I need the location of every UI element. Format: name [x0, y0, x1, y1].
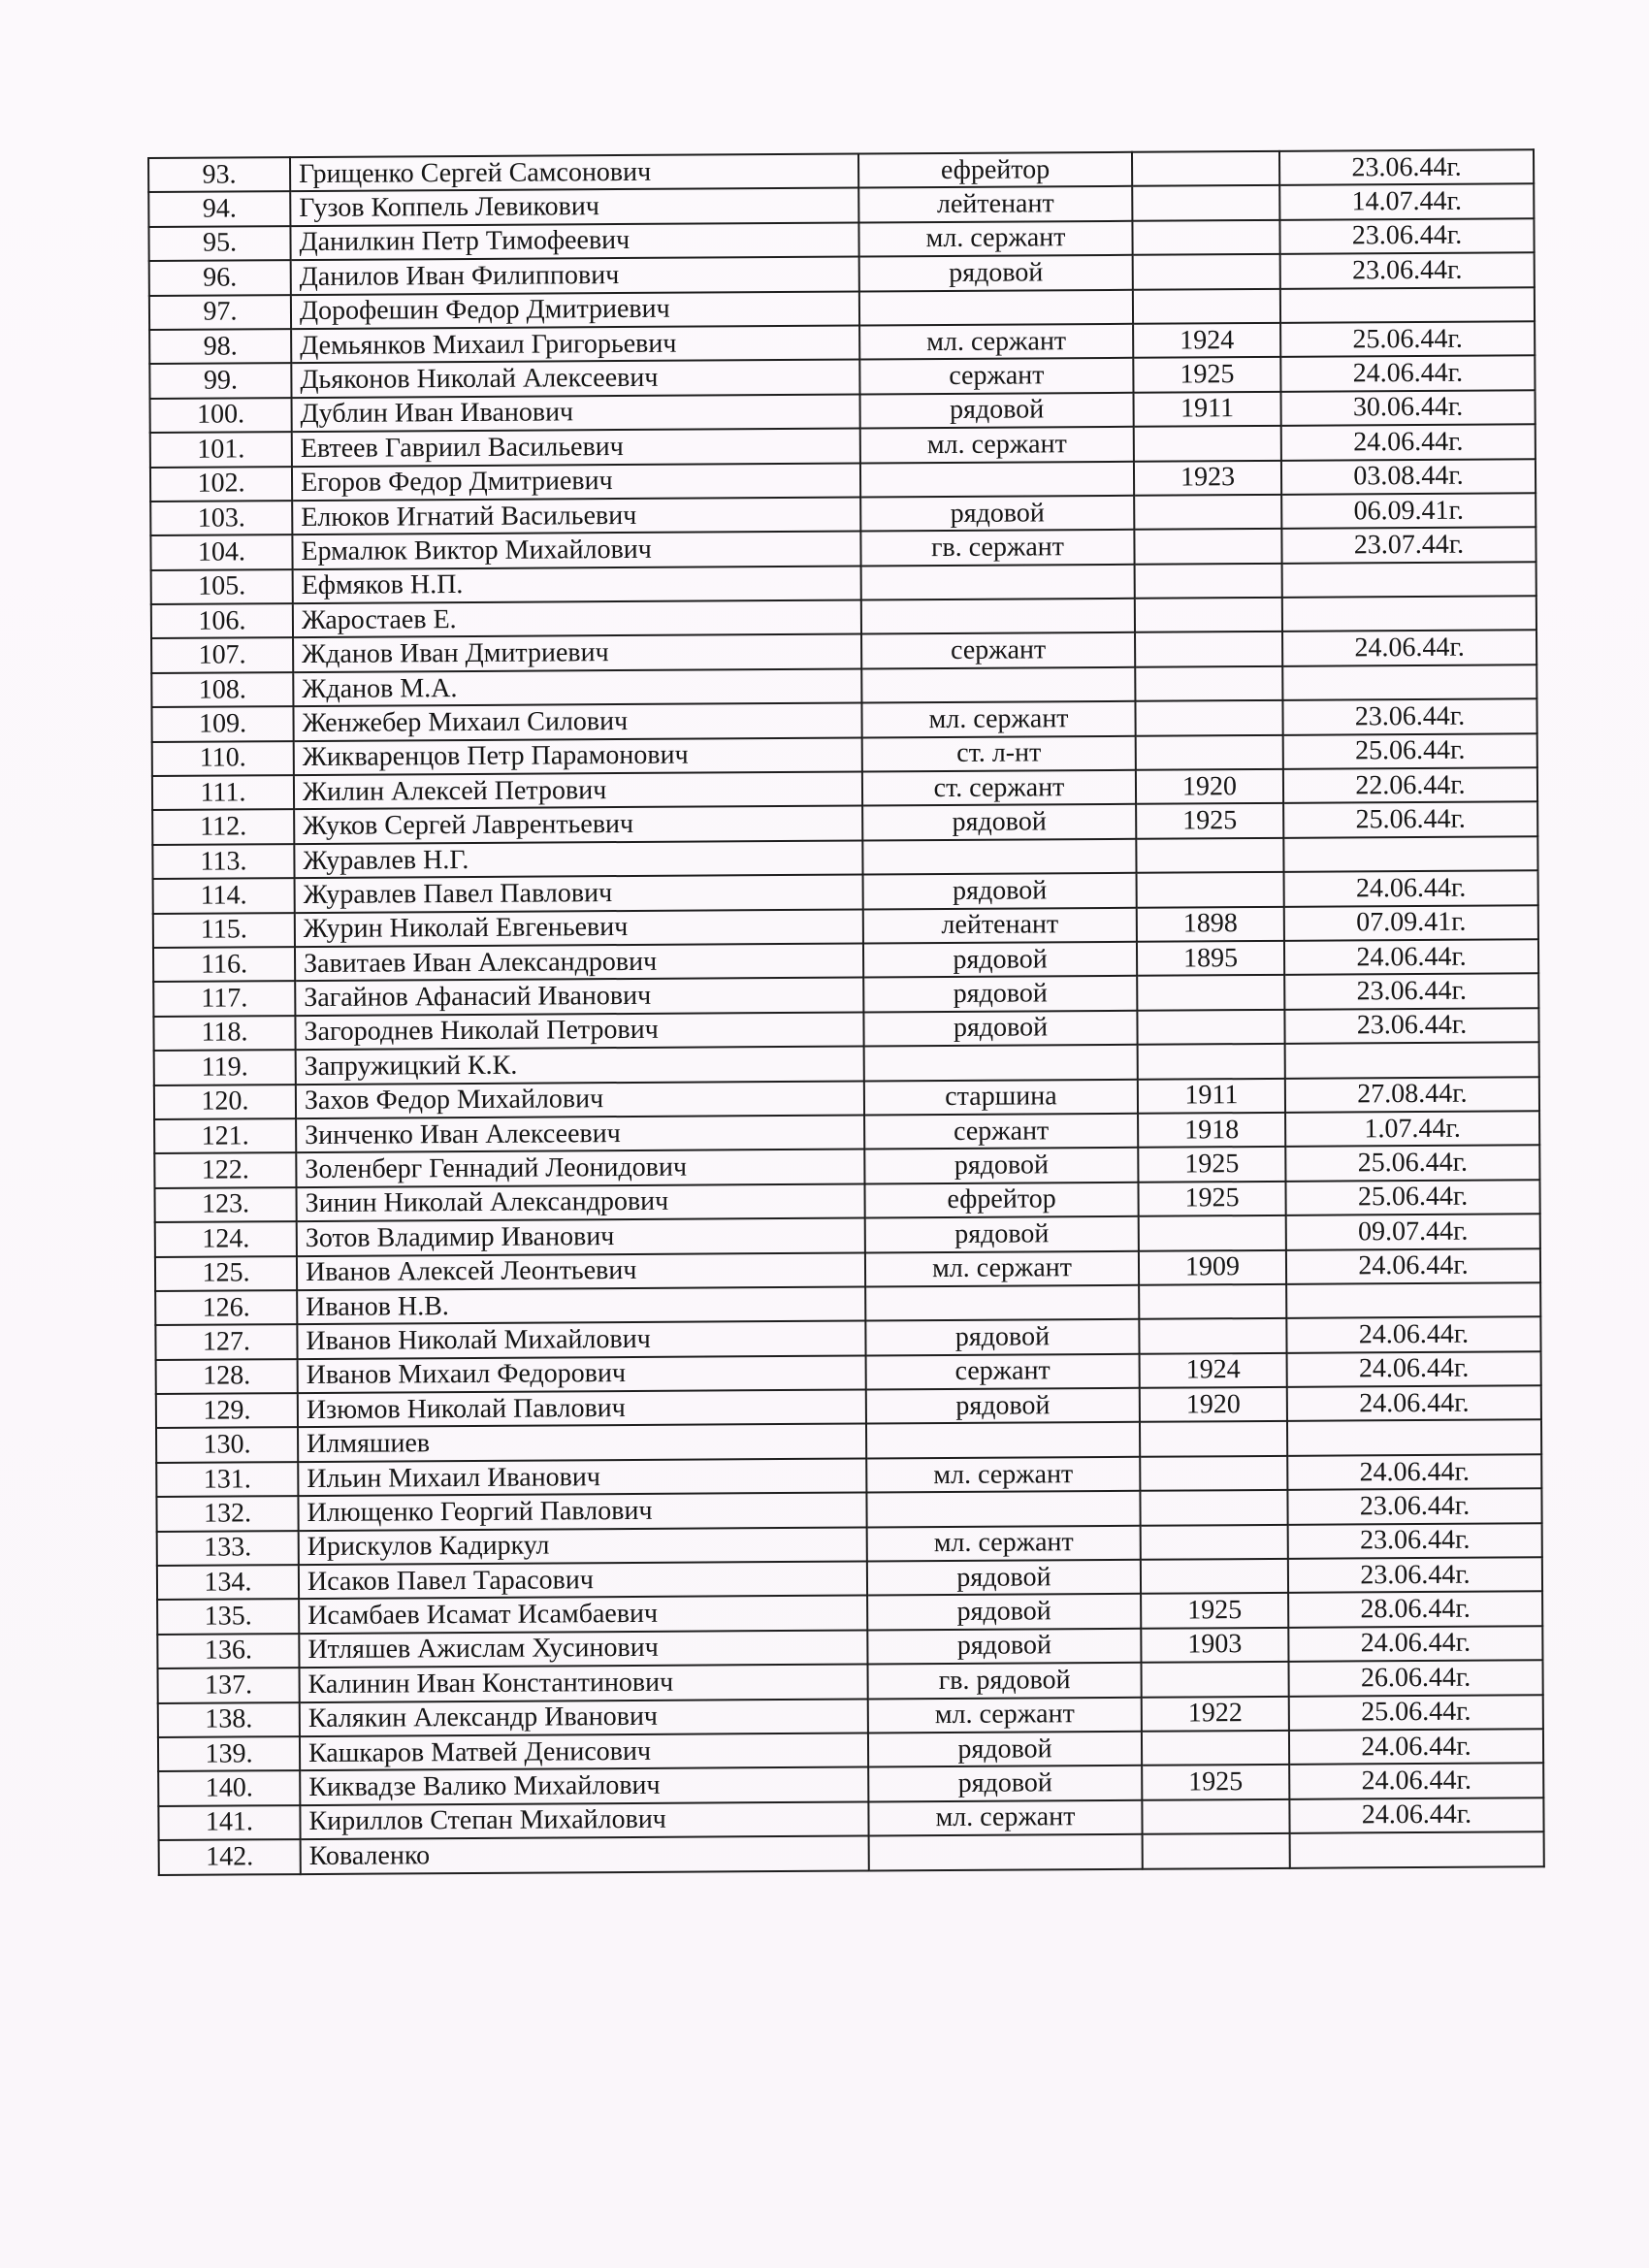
soldier-name: Иванов Михаил Федорович	[298, 1355, 866, 1393]
soldier-rank	[869, 1834, 1143, 1870]
row-number: 131.	[156, 1462, 298, 1497]
date-value: 24.06.44г.	[1284, 870, 1538, 906]
birth-year	[1139, 1318, 1286, 1353]
birth-year: 1918	[1138, 1113, 1285, 1148]
birth-year	[1135, 632, 1282, 666]
soldier-name: Журавлев Павел Павлович	[295, 875, 863, 913]
soldier-name: Иванов Николай Михайлович	[297, 1321, 865, 1359]
soldier-rank: сержант	[864, 1114, 1138, 1150]
birth-year: 1920	[1136, 769, 1283, 804]
soldier-name: Золенберг Геннадий Леонидович	[296, 1150, 864, 1187]
date-value	[1290, 1831, 1544, 1867]
row-number: 135.	[157, 1599, 299, 1634]
row-number: 129.	[156, 1393, 298, 1428]
date-value	[1282, 596, 1536, 632]
birth-year: 1911	[1134, 392, 1281, 427]
soldier-name: Изюмов Николай Павлович	[298, 1390, 866, 1428]
soldier-rank: мл. сержант	[859, 324, 1133, 360]
date-value: 24.06.44г.	[1287, 1385, 1541, 1421]
date-value: 23.06.44г.	[1284, 974, 1538, 1010]
table-row	[159, 1831, 1544, 1874]
row-number: 128.	[156, 1359, 298, 1394]
soldier-rank: рядовой	[865, 1319, 1139, 1355]
row-number: 122.	[154, 1152, 296, 1187]
row-number: 108.	[151, 672, 293, 707]
soldier-rank: мл. сержант	[865, 1250, 1139, 1286]
birth-year	[1135, 598, 1282, 632]
row-number: 116.	[153, 947, 295, 982]
soldier-name: Ермалюк Виктор Михайлович	[292, 532, 860, 569]
date-value: 06.09.41г.	[1281, 493, 1536, 529]
row-number: 121.	[154, 1118, 296, 1153]
birth-year	[1136, 735, 1283, 770]
row-number: 130.	[156, 1428, 298, 1463]
soldier-name: Киквадзе Валико Михайлович	[300, 1767, 868, 1805]
date-value: 23.06.44г.	[1279, 218, 1534, 254]
row-number: 137.	[158, 1668, 300, 1702]
soldier-name: Загороднев Николай Петрович	[295, 1012, 863, 1050]
date-value	[1283, 836, 1537, 872]
soldier-name: Данилкин Петр Тимофеевич	[290, 222, 858, 260]
soldier-rank: лейтенант	[858, 186, 1132, 222]
soldier-name: Елюков Игнатий Васильевич	[292, 497, 860, 535]
soldier-name: Гузов Коппель Левикович	[290, 188, 858, 226]
row-number: 117.	[153, 981, 295, 1016]
row-number: 95.	[148, 226, 290, 261]
date-value: 24.06.44г.	[1282, 631, 1536, 666]
birth-year: 1903	[1141, 1628, 1288, 1663]
soldier-rank: рядовой	[864, 1148, 1138, 1183]
roster-body	[148, 149, 1544, 1874]
date-value: 26.06.44г.	[1288, 1660, 1542, 1696]
row-number: 136.	[157, 1634, 299, 1669]
row-number: 105.	[151, 569, 293, 604]
birth-year	[1137, 975, 1284, 1010]
birth-year: 1925	[1133, 357, 1280, 392]
date-value: 23.06.44г.	[1279, 149, 1534, 185]
row-number: 106.	[151, 603, 293, 638]
date-value: 24.06.44г.	[1288, 1626, 1542, 1662]
row-number: 120.	[154, 1085, 296, 1119]
soldier-rank: сержант	[866, 1353, 1140, 1389]
birth-year	[1132, 151, 1279, 186]
soldier-rank: мл. сержант	[868, 1800, 1142, 1836]
birth-year	[1132, 185, 1279, 220]
soldier-rank	[859, 289, 1133, 325]
soldier-name: Грищенко Сергей Самсонович	[290, 154, 858, 192]
row-number: 142.	[159, 1839, 301, 1874]
soldier-name: Кашкаров Матвей Денисович	[300, 1733, 868, 1770]
soldier-rank: рядовой	[862, 804, 1136, 840]
soldier-name: Иванов Алексей Леонтьевич	[297, 1252, 865, 1290]
row-number: 110.	[152, 741, 294, 776]
date-value: 24.06.44г.	[1286, 1317, 1540, 1353]
birth-year	[1135, 700, 1282, 735]
soldier-rank: рядовой	[867, 1629, 1141, 1665]
row-number: 96.	[149, 260, 291, 295]
row-number: 113.	[152, 844, 294, 879]
date-value: 23.06.44г.	[1288, 1523, 1542, 1559]
date-value: 23.06.44г.	[1287, 1488, 1541, 1524]
row-number: 132.	[156, 1496, 298, 1531]
row-number: 115.	[153, 913, 295, 948]
soldier-rank: рядовой	[866, 1388, 1140, 1424]
soldier-rank: гв. сержант	[860, 530, 1134, 566]
row-number: 124.	[155, 1221, 297, 1256]
birth-year	[1141, 1662, 1288, 1697]
date-value: 24.06.44г.	[1289, 1729, 1543, 1765]
soldier-rank: мл. сержант	[860, 427, 1134, 463]
row-number: 133.	[157, 1531, 299, 1566]
birth-year: 1923	[1134, 460, 1281, 495]
soldier-rank	[861, 564, 1135, 599]
row-number: 138.	[158, 1702, 300, 1737]
birth-year	[1134, 426, 1281, 461]
soldier-rank: сержант	[859, 358, 1133, 394]
row-number: 107.	[151, 638, 293, 673]
date-value: 24.06.44г.	[1281, 424, 1536, 460]
birth-year	[1143, 1833, 1290, 1868]
date-value: 23.06.44г.	[1280, 252, 1535, 288]
soldier-name: Журин Николай Евгеньевич	[295, 909, 863, 947]
date-value: 24.06.44г.	[1289, 1798, 1543, 1833]
row-number: 123.	[154, 1187, 296, 1222]
soldier-rank	[864, 1045, 1138, 1081]
row-number: 93.	[148, 157, 290, 192]
soldier-name: Жикваренцов Петр Парамонович	[294, 737, 862, 775]
date-value: 25.06.44г.	[1289, 1695, 1543, 1731]
row-number: 99.	[149, 363, 291, 398]
date-value: 24.06.44г.	[1287, 1454, 1541, 1490]
birth-year: 1898	[1137, 906, 1284, 941]
date-value: 23.06.44г.	[1288, 1557, 1542, 1593]
row-number: 100.	[150, 398, 292, 433]
soldier-name: Дублин Иван Иванович	[292, 394, 860, 432]
row-number: 94.	[148, 191, 290, 226]
soldier-name: Жаростаев Е.	[293, 600, 861, 638]
soldier-rank	[861, 599, 1135, 634]
date-value: 24.06.44г.	[1287, 1351, 1541, 1387]
soldier-rank: рядовой	[863, 1011, 1137, 1047]
birth-year	[1140, 1456, 1287, 1491]
soldier-name: Евтеев Гавриил Васильевич	[292, 429, 860, 467]
soldier-rank: лейтенант	[863, 907, 1137, 943]
date-value: 25.06.44г.	[1283, 733, 1537, 769]
row-number: 114.	[153, 878, 295, 913]
soldier-name: Ильин Михаил Иванович	[298, 1458, 866, 1496]
birth-year: 1925	[1138, 1147, 1285, 1182]
date-value: 24.06.44г.	[1286, 1248, 1540, 1284]
soldier-rank: ст. л-нт	[862, 735, 1136, 771]
birth-year	[1142, 1799, 1289, 1834]
row-number: 118.	[153, 1016, 295, 1051]
soldier-rank: рядовой	[868, 1766, 1142, 1801]
date-value: 07.09.41г.	[1284, 905, 1538, 941]
soldier-name: Ефмяков Н.П.	[293, 566, 861, 603]
row-number: 103.	[150, 501, 292, 535]
soldier-rank: рядовой	[867, 1594, 1141, 1630]
birth-year	[1137, 872, 1284, 907]
soldier-rank: ефрейтор	[858, 152, 1132, 188]
date-value: 09.07.44г.	[1286, 1214, 1540, 1249]
date-value	[1287, 1420, 1541, 1456]
soldier-name: Жилин Алексей Петрович	[294, 772, 862, 810]
row-number: 109.	[151, 706, 293, 741]
birth-year	[1134, 529, 1281, 564]
soldier-name: Ирискулов Кадиркул	[299, 1527, 867, 1565]
row-number: 125.	[155, 1256, 297, 1291]
date-value: 22.06.44г.	[1283, 767, 1537, 803]
birth-year	[1132, 220, 1279, 255]
soldier-name: Исамбаев Исамат Исамбаевич	[299, 1596, 867, 1634]
birth-year	[1135, 666, 1282, 701]
soldier-rank: мл. сержант	[861, 701, 1135, 737]
birth-year	[1140, 1421, 1287, 1456]
soldier-rank: мл. сержант	[866, 1457, 1140, 1493]
soldier-rank: рядовой	[860, 496, 1134, 532]
soldier-rank	[860, 461, 1134, 497]
row-number: 102.	[150, 467, 292, 502]
birth-year: 1925	[1142, 1765, 1289, 1799]
row-number: 97.	[149, 295, 291, 330]
soldier-name: Исаков Павел Тарасович	[299, 1562, 867, 1600]
birth-year	[1136, 838, 1283, 873]
soldier-name: Жданов М.А.	[293, 668, 861, 706]
soldier-name: Илющенко Георгий Павлович	[298, 1493, 866, 1531]
date-value	[1285, 1042, 1539, 1078]
soldier-rank: рядовой	[863, 976, 1137, 1012]
birth-year	[1138, 1044, 1285, 1079]
soldier-rank: рядовой	[865, 1216, 1139, 1252]
row-number: 112.	[152, 810, 294, 845]
soldier-name: Зинин Николай Александрович	[296, 1183, 864, 1221]
soldier-name: Зотов Владимир Иванович	[297, 1218, 865, 1256]
soldier-rank: рядовой	[859, 255, 1133, 291]
row-number: 140.	[158, 1770, 300, 1805]
row-number: 119.	[154, 1050, 296, 1085]
soldier-rank: ефрейтор	[864, 1182, 1138, 1217]
soldier-rank: мл. сержант	[868, 1697, 1142, 1733]
soldier-name: Коваленко	[301, 1836, 869, 1874]
soldier-rank	[862, 839, 1136, 875]
soldier-rank: гв. рядовой	[868, 1663, 1142, 1699]
soldier-name: Итляшев Ажислам Хусинович	[299, 1630, 867, 1668]
soldier-rank: старшина	[864, 1079, 1138, 1115]
date-value: 28.06.44г.	[1288, 1592, 1542, 1628]
row-number: 127.	[155, 1324, 297, 1359]
soldier-rank	[866, 1422, 1140, 1458]
birth-year	[1140, 1490, 1287, 1525]
soldier-rank	[865, 1285, 1139, 1321]
date-value: 03.08.44г.	[1281, 459, 1536, 495]
soldier-rank: мл. сержант	[858, 221, 1132, 257]
birth-year	[1139, 1215, 1286, 1250]
birth-year: 1925	[1136, 803, 1283, 838]
roster-table	[147, 148, 1545, 1875]
date-value: 23.07.44г.	[1281, 528, 1536, 564]
birth-year: 1925	[1141, 1593, 1288, 1628]
date-value	[1280, 287, 1535, 323]
soldier-name: Демьянков Михаил Григорьевич	[291, 325, 859, 363]
date-value: 1.07.44г.	[1285, 1111, 1539, 1147]
soldier-name: Калинин Иван Константинович	[300, 1665, 868, 1702]
soldier-name: Дьяконов Николай Алексеевич	[291, 360, 859, 398]
birth-year: 1924	[1140, 1353, 1287, 1388]
birth-year: 1924	[1133, 323, 1280, 358]
row-number: 126.	[155, 1290, 297, 1325]
date-value: 23.06.44г.	[1284, 1008, 1538, 1044]
birth-year: 1895	[1137, 941, 1284, 976]
row-number: 141.	[158, 1805, 300, 1840]
date-value: 30.06.44г.	[1280, 390, 1535, 426]
birth-year	[1134, 495, 1281, 530]
soldier-rank: ст. сержант	[862, 770, 1136, 806]
birth-year	[1141, 1559, 1288, 1594]
date-value: 25.06.44г.	[1283, 802, 1537, 838]
soldier-name: Запружицкий К.К.	[296, 1047, 864, 1085]
soldier-name: Захов Федор Михайлович	[296, 1081, 864, 1118]
birth-year	[1137, 1010, 1284, 1045]
date-value: 24.06.44г.	[1284, 939, 1538, 975]
soldier-name: Женжебер Михаил Силович	[293, 703, 861, 741]
soldier-name: Кириллов Степан Михайлович	[300, 1801, 868, 1839]
date-value: 23.06.44г.	[1282, 699, 1536, 735]
soldier-rank: сержант	[861, 632, 1135, 668]
birth-year	[1141, 1524, 1288, 1559]
date-value	[1282, 562, 1536, 598]
soldier-name: Зинченко Иван Алексеевич	[296, 1115, 864, 1152]
birth-year	[1135, 564, 1282, 599]
birth-year: 1909	[1139, 1249, 1286, 1284]
date-value: 24.06.44г.	[1289, 1764, 1543, 1799]
soldier-rank: рядовой	[867, 1560, 1141, 1596]
birth-year: 1911	[1138, 1078, 1285, 1113]
row-number: 134.	[157, 1565, 299, 1600]
soldier-rank: рядовой	[863, 942, 1137, 978]
birth-year: 1925	[1138, 1182, 1285, 1216]
soldier-rank	[866, 1491, 1140, 1527]
soldier-rank	[861, 667, 1135, 703]
soldier-name: Илмяшиев	[298, 1424, 866, 1462]
birth-year	[1133, 254, 1280, 289]
date-value: 27.08.44г.	[1285, 1077, 1539, 1113]
birth-year	[1139, 1284, 1286, 1319]
soldier-name: Загайнов Афанасий Иванович	[295, 978, 863, 1016]
date-value	[1286, 1282, 1540, 1318]
soldier-rank: мл. сержант	[867, 1525, 1141, 1561]
soldier-rank: рядовой	[860, 393, 1134, 429]
birth-year: 1920	[1140, 1387, 1287, 1422]
soldier-rank: рядовой	[863, 873, 1137, 909]
soldier-name: Жданов Иван Дмитриевич	[293, 634, 861, 672]
birth-year	[1133, 288, 1280, 323]
birth-year	[1142, 1731, 1289, 1766]
soldier-name: Журавлев Н.Г.	[294, 840, 862, 878]
birth-year: 1922	[1142, 1696, 1289, 1731]
soldier-name: Дорофешин Федор Дмитриевич	[291, 291, 859, 329]
row-number: 101.	[150, 432, 292, 467]
soldier-name: Завитаев Иван Александрович	[295, 943, 863, 981]
soldier-name: Калякин Александр Иванович	[300, 1699, 868, 1736]
soldier-name: Жуков Сергей Лаврентьевич	[294, 806, 862, 844]
date-value: 25.06.44г.	[1280, 321, 1535, 357]
soldier-rank: рядовой	[868, 1732, 1142, 1767]
soldier-name: Данилов Иван Филиппович	[291, 257, 859, 295]
row-number: 104.	[150, 535, 292, 569]
date-value: 25.06.44г.	[1285, 1180, 1539, 1215]
soldier-name: Егоров Федор Дмитриевич	[292, 463, 860, 501]
row-number: 98.	[149, 329, 291, 364]
soldier-name: Иванов Н.В.	[297, 1286, 865, 1324]
date-value	[1282, 664, 1536, 700]
date-value: 24.06.44г.	[1280, 356, 1535, 392]
row-number: 111.	[152, 775, 294, 810]
row-number: 139.	[158, 1736, 300, 1771]
date-value: 14.07.44г.	[1279, 184, 1534, 220]
date-value: 25.06.44г.	[1285, 1146, 1539, 1182]
